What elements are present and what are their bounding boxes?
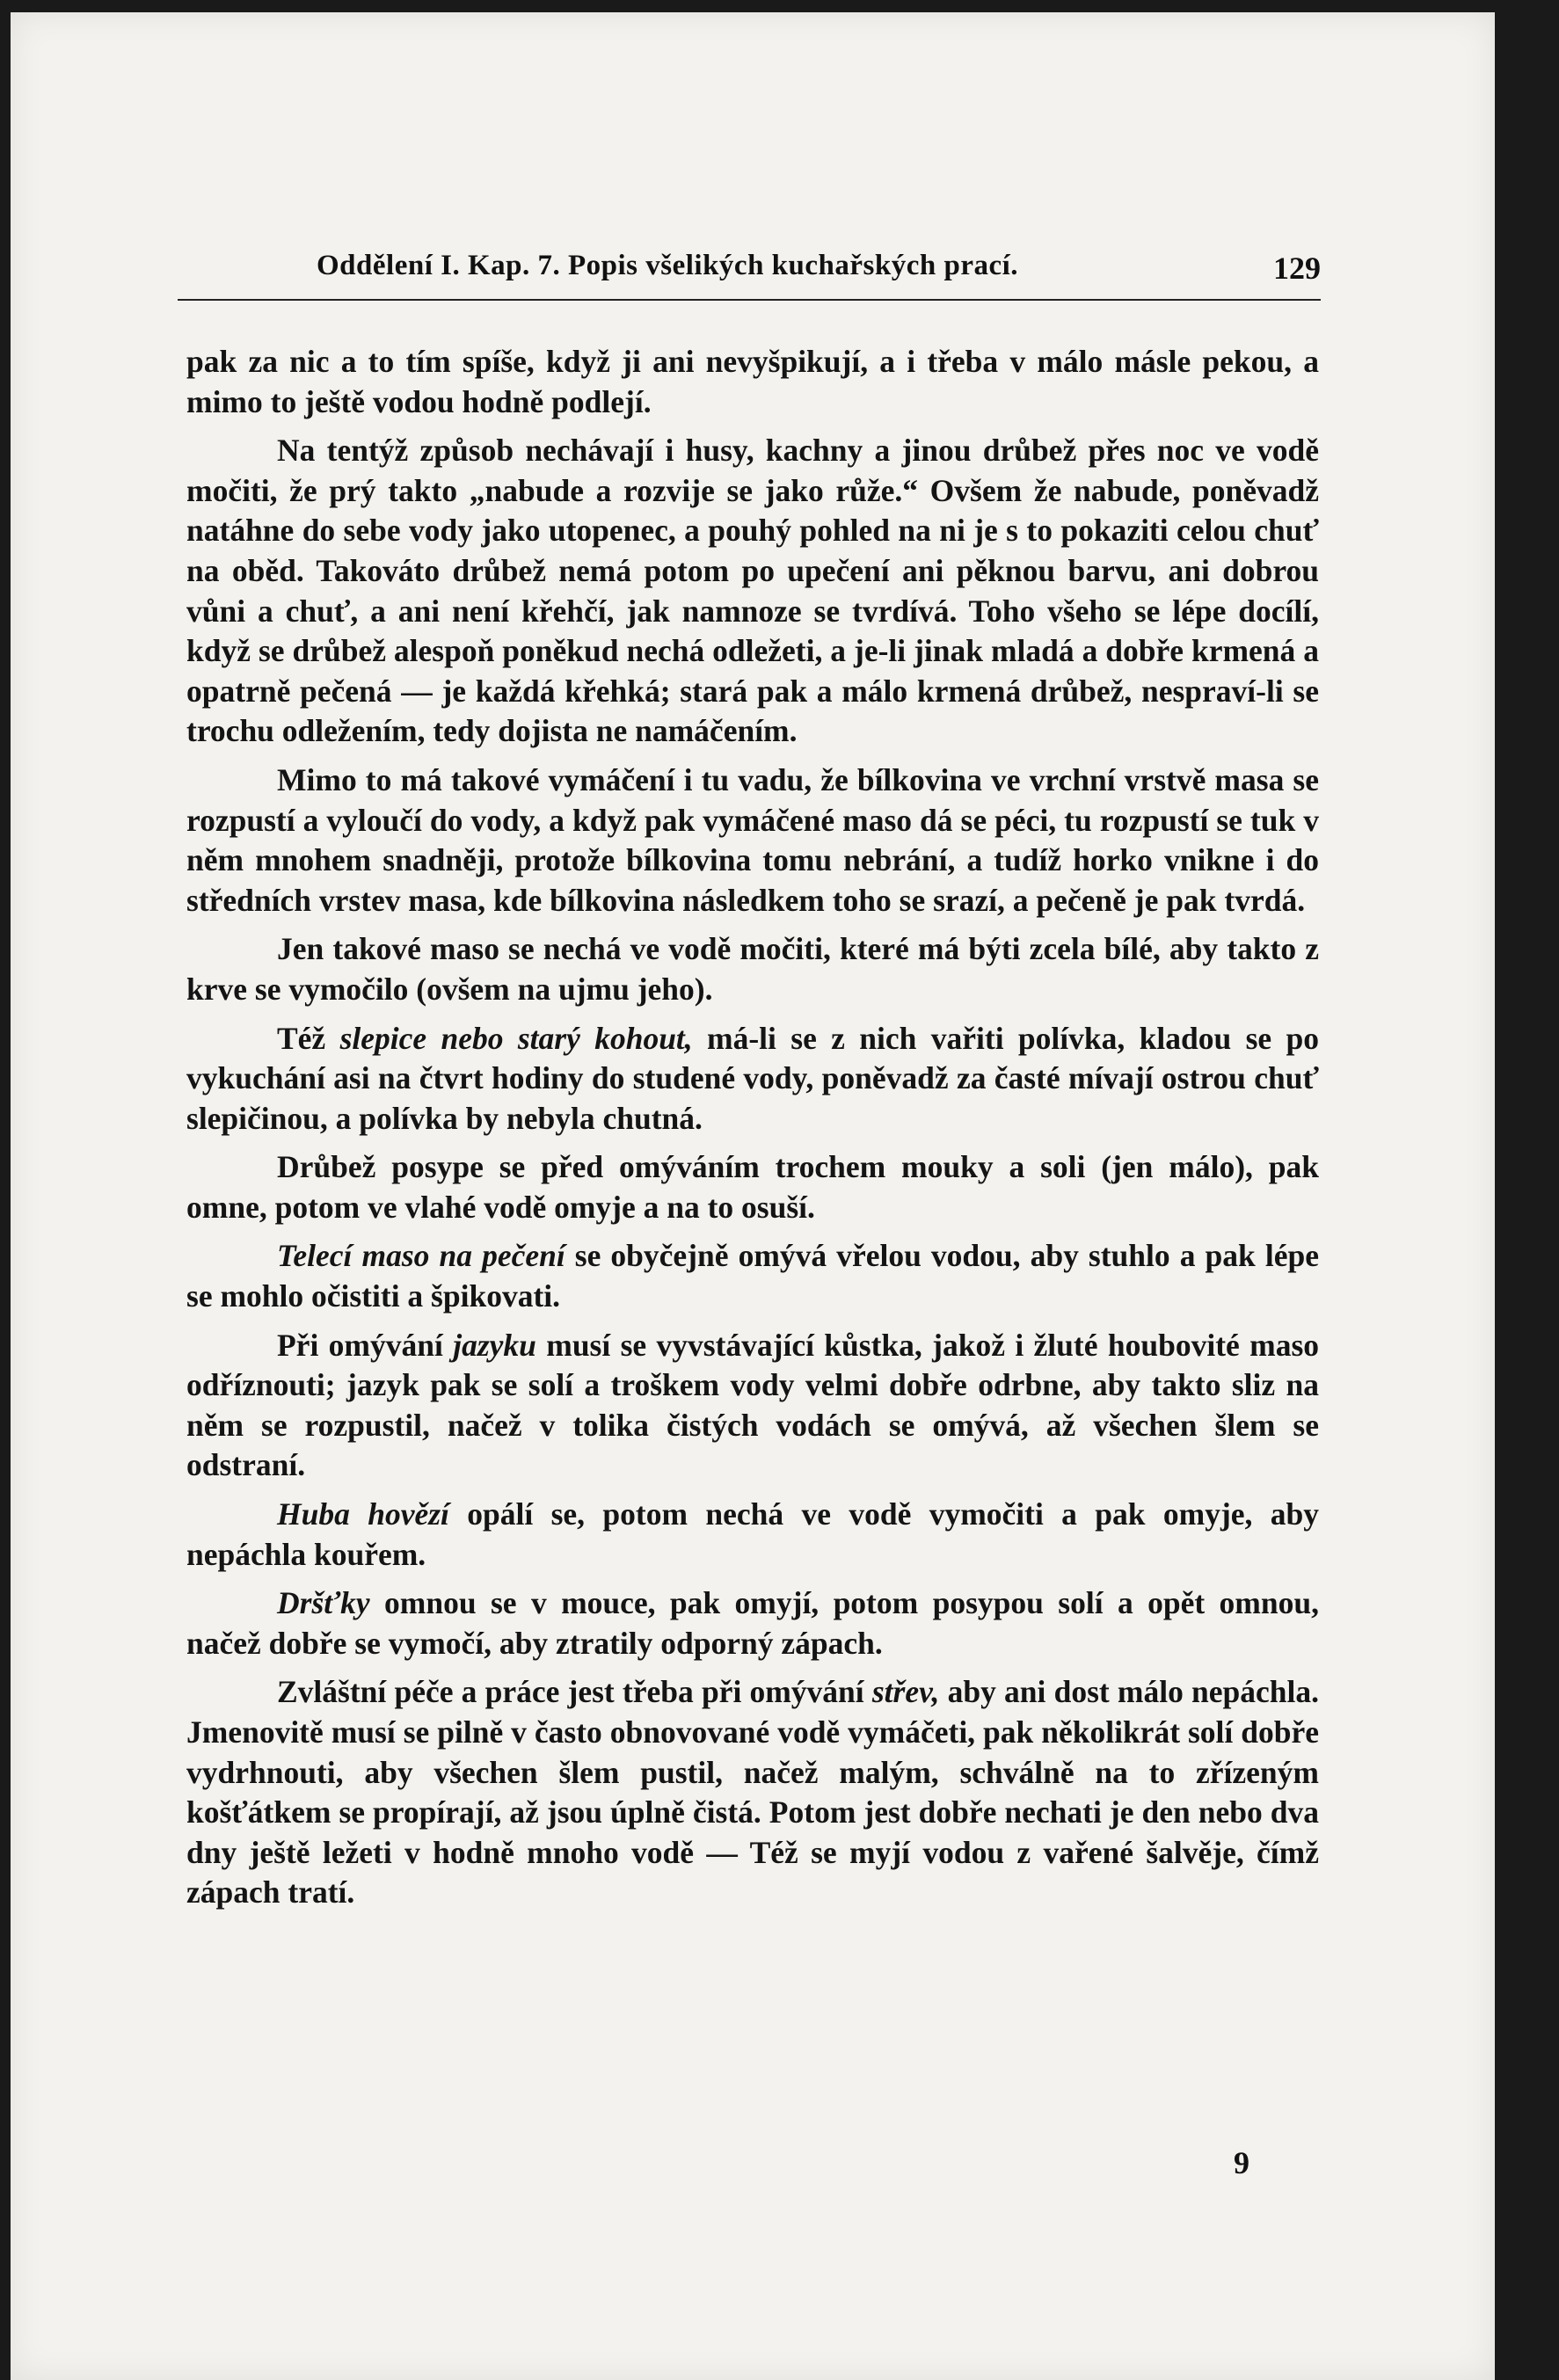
italic-term: střev, — [871, 1674, 940, 1710]
paragraph — [186, 1495, 1319, 1575]
italic-term: Telecí maso na pečení — [277, 1238, 565, 1274]
book-page — [11, 12, 1495, 2380]
paragraph — [186, 1147, 1319, 1227]
italic-term: jazyku — [453, 1327, 536, 1363]
italic-term: slepice nebo starý kohout, — [339, 1020, 693, 1056]
paragraph — [186, 1019, 1319, 1139]
text-run: Drůbež posype se před omýváním trochem mouky a soli (jen málo), pak omne, potom ve vlahé vodě omyje a na to osuší. — [186, 1149, 1319, 1225]
italic-term: Huba hovězí — [277, 1496, 449, 1532]
text-run: opálí se, potom nechá ve vodě vymočiti a pak omyje, aby nepáchla kouřem. — [186, 1496, 1319, 1572]
text-run: Na tentýž způsob nechávají i husy, kachny a jinou drůbež přes noc ve vodě močiti, že prý takto „nabude a rozvije se jako růže.“ Ovšem že nabude, poněvadž natáhne do sebe vody jako utopenec, a pouhý pohled na ni je s to pokaziti celou chuť na oběd. Takováto drůbež nemá potom po upečení ani pěknou barvu, ani dobrou vůni a chuť, a ani není křehčí, jak namnoze se tvrdívá. Toho všeho se lépe docílí, když se drůbež alespoň poněkud nechá odležeti, a je-li jinak mladá a dobře krmená a opatrně pečená — je každá křehká; stará pak a málo krmená drůbež, nespraví-li se trochu odležením, tedy dojista ne namáčením. — [186, 433, 1319, 749]
signature-mark: 9 — [1234, 2145, 1249, 2180]
text-run: pak za nic a to tím spíše, když ji ani nevyšpikují, a i třeba v málo másle pekou, a mimo to ještě vodou hodně podlejí. — [186, 344, 1319, 419]
paragraph — [186, 1326, 1319, 1486]
header-rule — [178, 299, 1321, 301]
text-run: Též — [277, 1020, 340, 1056]
paragraph — [186, 1236, 1319, 1316]
text-run: má-li se z nich vařiti polívka, kladou se po vykuchání asi na čtvrt hodiny do studené vody, poněvadž za časté mívají ostrou chuť slepičinou, a polívka by nebyla chutná. — [186, 1020, 1319, 1136]
paragraph — [186, 431, 1319, 752]
paragraph — [186, 342, 1319, 422]
running-title: Oddělení I. Kap. 7. Popis všelikých kuchařských prací. — [317, 250, 1019, 281]
text-run: Mimo to má takové vymáčení i tu vadu, že bílkovina ve vrchní vrstvě masa se rozpustí a vyloučí do vody, a když pak vymáčené maso dá se péci, tu rozpustí se tuk v něm mnohem snadněji, protože bílkovina tomu nebrání, a tudíž horko vnikne i do středních vrstev masa, kde bílkovina následkem toho se srazí, a pečeně je pak tvrdá. — [186, 761, 1319, 918]
paragraph — [186, 1583, 1319, 1663]
text-run: se obyčejně omývá vřelou vodou, aby stuhlo a pak lépe se mohlo očistiti a špikovati. — [186, 1238, 1319, 1314]
running-header — [308, 250, 1321, 292]
paragraph — [186, 761, 1319, 921]
paragraph — [186, 929, 1319, 1009]
text-run: Při omývání — [277, 1327, 454, 1363]
text-run: aby ani dost málo nepáchla. Jmenovitě musí se pilně v často obnovované vodě vymáčeti, pak několikrát solí dobře vydrhnouti, aby všechen šlem pustil, načež malým, schválně na to zřízeným košťátkem se propírají, až jsou úplně čistá. Potom jest dobře nechati je den nebo dva dny ještě ležeti v hodně mnoho vodě — Též se myjí vodou z vařené šalvěje, čímž zápach tratí. — [186, 1674, 1319, 1911]
body-text — [186, 342, 1319, 1922]
paragraph — [186, 1672, 1319, 1913]
italic-term: Dršťky — [277, 1585, 370, 1621]
text-run: musí se vyvstávající kůstka, jakož i žluté houbovité maso odříznouti; jazyk pak se solí a troškem vody velmi dobře odrbne, aby takto sliz na něm se rozpustil, načež v tolika čistých vodách se omývá, až všechen šlem se odstraní. — [186, 1327, 1320, 1483]
text-run: omnou se v mouce, pak omyjí, potom posypou solí a opět omnou, načež dobře se vymočí, aby ztratily odporný zápach. — [186, 1585, 1319, 1661]
text-run: Jen takové maso se nechá ve vodě močiti, které má býti zcela bílé, aby takto z krve se vymočilo (ovšem na ujmu jeho). — [186, 931, 1319, 1007]
page-number: 129 — [1273, 251, 1321, 286]
text-run: Zvláštní péče a práce jest třeba při omývání — [277, 1674, 872, 1710]
